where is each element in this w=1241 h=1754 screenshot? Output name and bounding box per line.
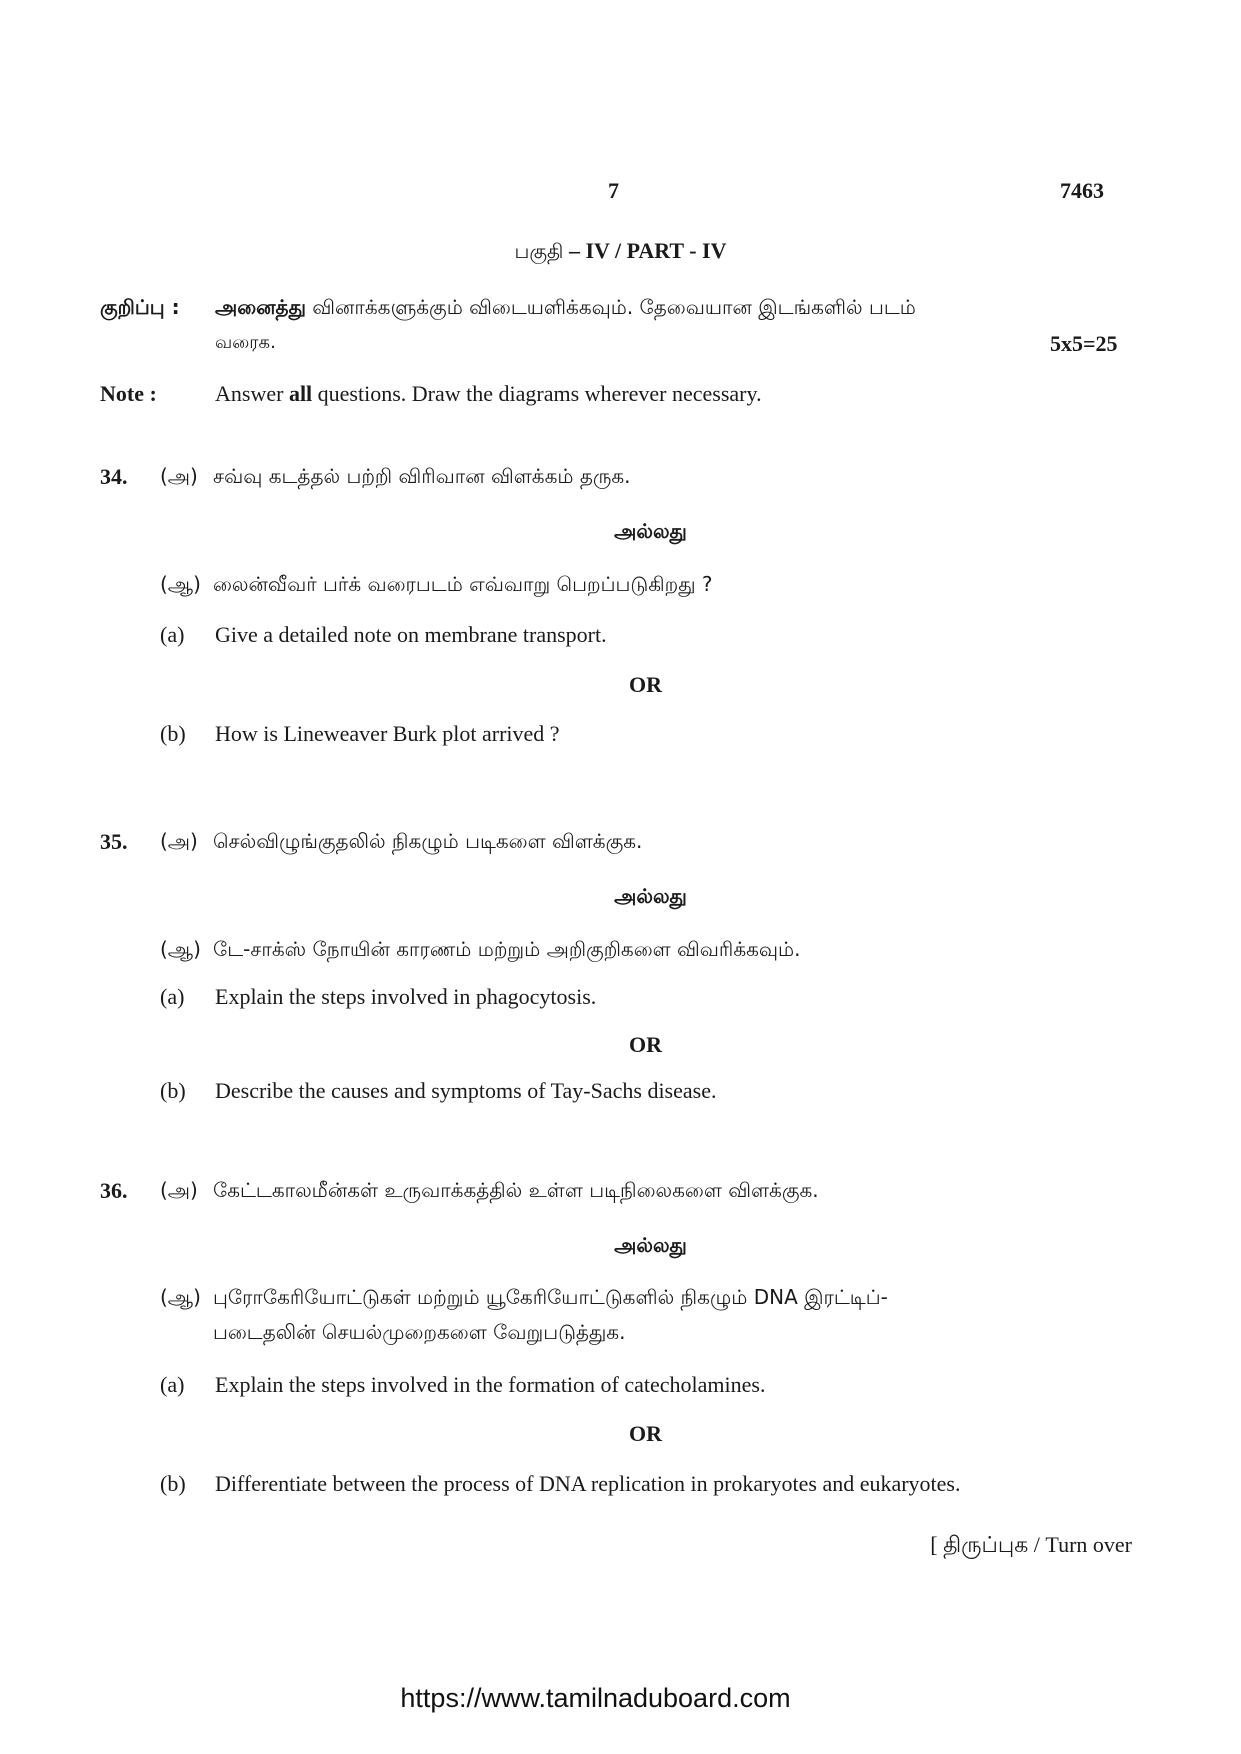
english-or: OR xyxy=(629,672,662,697)
tamil-b-text: லைன்வீவர் பர்க் வரைபடம் எவ்வாறு பெறப்படுகிறது ? xyxy=(213,572,713,596)
english-a-label: (a) xyxy=(160,622,185,647)
part-title-sep: – xyxy=(563,238,586,263)
tamil-a-label: (அ) xyxy=(160,829,198,853)
website-url[interactable]: https://www.tamilnaduboard.com xyxy=(400,1683,791,1713)
english-a-text: Explain the steps involved in the formation of catecholamines. xyxy=(215,1372,766,1397)
english-b-text: How is Lineweaver Burk plot arrived ? xyxy=(215,721,560,746)
tamil-a-text: செல்விழுங்குதலில் நிகழும் படிகளை விளக்குக. xyxy=(213,829,643,853)
question-number: 36. xyxy=(100,1178,128,1203)
marks-allocation: 5x5=25 xyxy=(1050,331,1118,356)
note-pre: Answer xyxy=(215,381,289,406)
tamil-or: அல்லது xyxy=(614,884,687,908)
english-b-label: (b) xyxy=(160,1471,186,1496)
tamil-a-text: கேட்டகாலமீன்கள் உருவாக்கத்தில் உள்ள படிநிலைகளை விளக்குக. xyxy=(213,1178,819,1202)
english-b-text: Describe the causes and symptoms of Tay-Sachs disease. xyxy=(215,1078,717,1103)
part-title xyxy=(0,238,1241,266)
instruction-tamil-line1 xyxy=(215,295,916,322)
english-b-text: Differentiate between the process of DNA replication in prokaryotes and eukaryotes. xyxy=(215,1471,961,1496)
part-title-tamil: பகுதி xyxy=(514,239,564,263)
question-number: 35. xyxy=(100,829,128,854)
note-bold: all xyxy=(288,381,313,406)
note-text xyxy=(215,381,762,407)
part-title-english: IV / PART - IV xyxy=(585,238,727,263)
tamil-a-text: சவ்வு கடத்தல் பற்றி விரிவான விளக்கம் தருக. xyxy=(213,464,631,488)
english-a-text: Give a detailed note on membrane transport. xyxy=(215,622,607,647)
english-a-label: (a) xyxy=(160,1372,185,1397)
tamil-b-text: டே-சாக்ஸ் நோயின் காரணம் மற்றும் அறிகுறிகளை விவரிக்கவும். xyxy=(213,937,801,961)
note-label: Note : xyxy=(100,381,157,406)
english-a-text: Explain the steps involved in phagocytosis. xyxy=(215,984,597,1009)
english-or: OR xyxy=(629,1421,662,1446)
paper-code: 7463 xyxy=(1060,178,1104,203)
turn-over: [ திருப்புக / Turn over xyxy=(930,1532,1132,1557)
tamil-b-text-line2: படைதலின் செயல்முறைகளை வேறுபடுத்துக. xyxy=(213,1320,626,1344)
instruction-tamil-bold: அனைத்து xyxy=(215,295,306,319)
instruction-tamil-line2: வரைக. xyxy=(215,332,276,353)
instruction-tamil-rest: வினாக்களுக்கும் விடையளிக்கவும். தேவையான இடங்களில் படம் xyxy=(305,295,916,319)
tamil-a-label: (அ) xyxy=(160,1178,198,1202)
tamil-a-label: (அ) xyxy=(160,464,198,488)
tamil-b-label: (ஆ) xyxy=(160,937,201,961)
tamil-b-label: (ஆ) xyxy=(160,1285,201,1309)
english-a-label: (a) xyxy=(160,984,185,1009)
tamil-b-label: (ஆ) xyxy=(160,572,201,596)
instruction-tamil-label: குறிப்பு : xyxy=(100,295,180,319)
tamil-b-text: புரோகேரியோட்டுகள் மற்றும் யூகேரியோட்டுகளில் நிகழும் DNA இரட்டிப்- xyxy=(213,1285,888,1309)
page-number: 7 xyxy=(608,178,619,203)
english-b-label: (b) xyxy=(160,1078,186,1103)
note-post: questions. Draw the diagrams wherever necessary. xyxy=(312,381,762,406)
question-number: 34. xyxy=(100,464,128,489)
english-b-label: (b) xyxy=(160,721,186,746)
english-or: OR xyxy=(629,1032,662,1057)
tamil-or: அல்லது xyxy=(614,519,687,543)
tamil-or: அல்லது xyxy=(614,1233,687,1257)
